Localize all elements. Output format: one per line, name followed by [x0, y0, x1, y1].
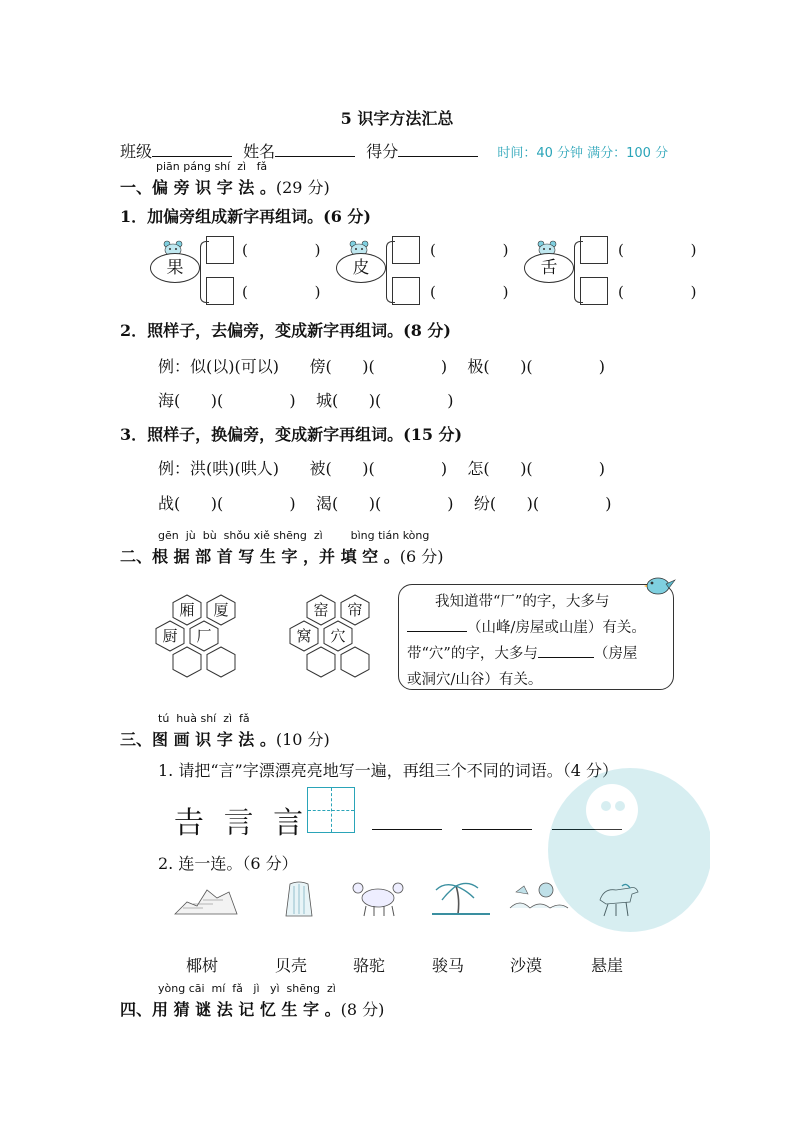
word-line[interactable] — [462, 828, 532, 830]
hex-cell-empty[interactable] — [205, 646, 237, 678]
bubble-blank-1[interactable] — [407, 617, 467, 632]
word-blank[interactable]: ( ) — [618, 241, 697, 259]
hex-cell: 穴 — [322, 620, 354, 652]
hex-cell: 厦 — [205, 594, 237, 626]
hex-cell: 厨 — [154, 620, 186, 652]
s1-q2: 2．照样子，去偏旁，变成新字再组词。(8 分) — [120, 321, 451, 340]
word-blank[interactable]: ( ) — [430, 283, 509, 301]
info-line — [120, 139, 668, 162]
radical-char-1: 果 — [150, 253, 200, 283]
modern-form: 言 — [273, 806, 304, 841]
score-field[interactable] — [398, 140, 478, 157]
word-label[interactable]: 贝壳 — [275, 956, 308, 975]
word-line[interactable] — [372, 828, 442, 830]
name-field[interactable] — [275, 140, 355, 157]
hex-cell: 窑 — [305, 594, 337, 626]
char-evolution — [174, 798, 303, 842]
char-box[interactable] — [580, 236, 608, 264]
ancient-form-2: 𧥛 — [223, 806, 254, 841]
q2-line-2[interactable]: 海( )( ) 城( )( ) — [158, 391, 454, 410]
word-label[interactable]: 骏马 — [432, 956, 465, 975]
score-label: 得分 — [366, 142, 399, 161]
s4-heading: 四、用 猜 谜 法 记 忆 生 字 。(8 分) — [120, 1000, 385, 1019]
hex-cell-empty[interactable] — [305, 646, 337, 678]
radical-char-2: 皮 — [336, 253, 386, 283]
s3-heading: 三、图 画 识 字 法 。(10 分) — [120, 730, 330, 749]
s2-heading: 二、根 据 部 首 写 生 字 ，并 填 空 。(6 分) — [120, 547, 444, 566]
camel-picture[interactable] — [348, 878, 414, 918]
s3-q1: 1. 请把“言”字漂漂亮亮地写一遍，再组三个不同的词语。（4 分） — [158, 761, 618, 780]
word-label[interactable]: 沙漠 — [510, 956, 543, 975]
word-label[interactable]: 悬崖 — [591, 956, 624, 975]
hex-cell-empty[interactable] — [339, 646, 371, 678]
word-blank[interactable]: ( ) — [430, 241, 509, 259]
name-label: 姓名 — [243, 142, 276, 161]
hex-cell: 厂 — [188, 620, 220, 652]
bubble-blank-2[interactable] — [538, 643, 594, 658]
page-title: 5 识字方法汇总 — [340, 109, 454, 128]
class-field[interactable] — [152, 140, 232, 157]
s4-pinyin: yòng cāi mí fǎ jì yì shēng zì — [158, 982, 336, 995]
hex-cell: 窝 — [288, 620, 320, 652]
word-label[interactable]: 椰树 — [186, 956, 219, 975]
s1-q1: 1．加偏旁组成新字再组词。(6 分) — [120, 207, 371, 226]
time-info: 时间：40 分钟 满分：100 分 — [497, 146, 669, 161]
radical-char-3: 舌 — [524, 253, 574, 283]
shell-picture[interactable] — [266, 878, 332, 918]
knowledge-bubble: 我知道带“厂”的字，大多与 （山峰/房屋或山崖）有关。 带“穴”的字，大多与 （房屋 或洞穴/山谷）有关。 — [398, 584, 674, 690]
s3-q2: 2. 连一连。（6 分） — [158, 854, 298, 873]
palm-tree-picture[interactable] — [428, 878, 494, 918]
q2-line-1[interactable]: 例：似(以)(可以) 傍( )( ) 极( )( ) — [158, 357, 606, 376]
char-box[interactable] — [392, 236, 420, 264]
s2-pinyin: gēn jù bù shǒu xiě shēng zì bìng tián kòng — [158, 529, 430, 542]
bird-icon — [644, 572, 676, 596]
cliff-picture[interactable] — [173, 878, 239, 918]
char-box[interactable] — [206, 236, 234, 264]
s1-pinyin: piān páng shí zì fǎ — [156, 160, 268, 173]
hex-cell: 帘 — [339, 594, 371, 626]
s1-heading: 一、偏 旁 识 字 法 。(29 分) — [120, 178, 330, 197]
char-box[interactable] — [206, 277, 234, 305]
s3-pinyin: tú huà shí zì fǎ — [158, 712, 250, 725]
word-blank[interactable]: ( ) — [242, 241, 321, 259]
hex-cell: 厢 — [171, 594, 203, 626]
word-blank[interactable]: ( ) — [242, 283, 321, 301]
s1-q3: 3．照样子，换偏旁，变成新字再组词。(15 分) — [120, 425, 463, 444]
word-blank[interactable]: ( ) — [618, 283, 697, 301]
ancient-form-1: 𠮷 — [174, 806, 204, 841]
writing-grid[interactable] — [307, 787, 355, 833]
watermark-logo — [540, 740, 710, 950]
char-box[interactable] — [392, 277, 420, 305]
class-label: 班级 — [120, 142, 153, 161]
hex-cell-empty[interactable] — [171, 646, 203, 678]
word-label[interactable]: 骆驼 — [353, 956, 386, 975]
q3-line-1[interactable]: 例：洪(哄)(哄人) 被( )( ) 怎( )( ) — [158, 459, 606, 478]
q3-line-2[interactable]: 战( )( ) 渴( )( ) 纷( )( ) — [158, 494, 612, 513]
char-box[interactable] — [580, 277, 608, 305]
